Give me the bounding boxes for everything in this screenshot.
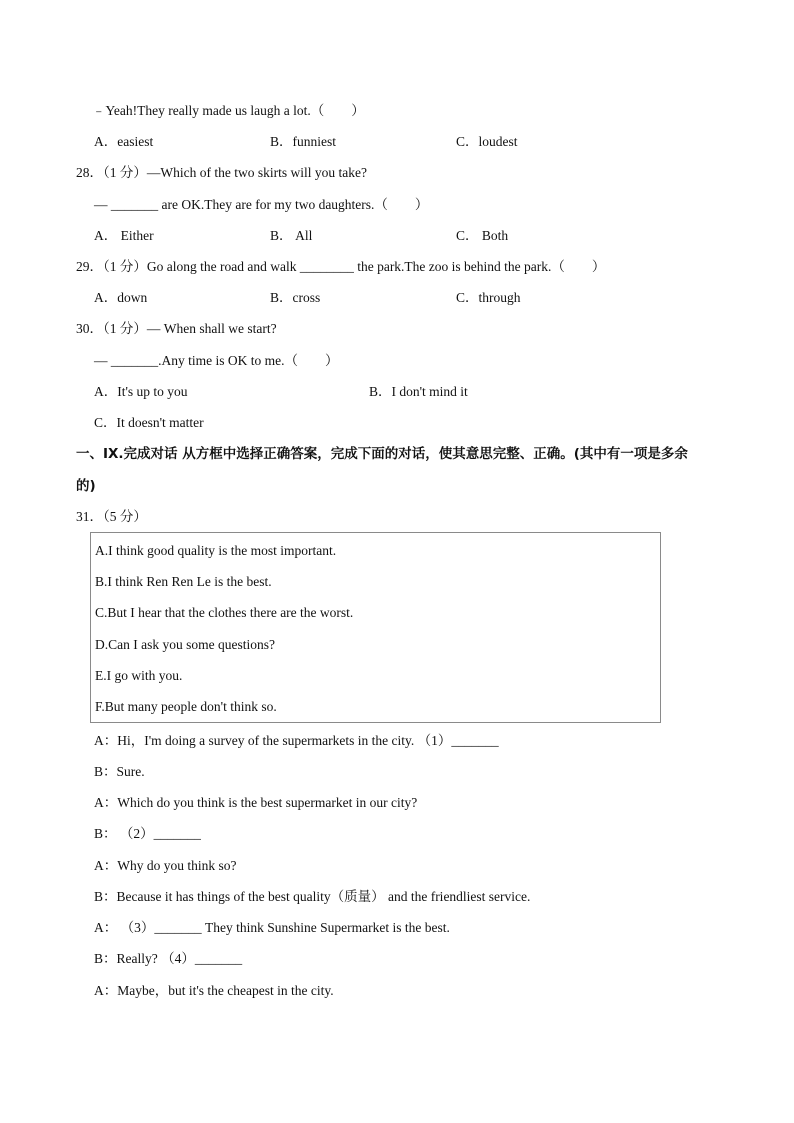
q29-option-b: B．cross bbox=[270, 290, 321, 305]
choice-b: B.I think Ren Ren Le is the best. bbox=[95, 574, 272, 589]
dialogue-line-7: A： （3）_______ They think Sunshine Supermarket is the best. bbox=[94, 920, 450, 935]
q28-option-b: B． All bbox=[270, 228, 313, 243]
choice-f: F.But many people don't think so. bbox=[95, 699, 277, 714]
q31-stem: 31．（5 分） bbox=[76, 509, 147, 524]
dialogue-line-4: B： （2）_______ bbox=[94, 826, 201, 841]
choice-c: C.But I hear that the clothes there are the worst. bbox=[95, 605, 354, 620]
q30-option-c: C．It doesn't matter bbox=[94, 415, 204, 430]
dialogue-line-9: A：Maybe，but it's the cheapest in the city. bbox=[94, 983, 334, 998]
q28-option-a: A． Either bbox=[94, 228, 154, 243]
answer-choices-box bbox=[90, 532, 661, 723]
choice-a: A.I think good quality is the most important. bbox=[95, 543, 337, 558]
dialogue-line-6: B：Because it has things of the best quality（质量） and the friendliest service. bbox=[94, 889, 531, 904]
choice-e: E.I go with you. bbox=[95, 668, 183, 683]
q27-reply: ﹣Yeah!They really made us laugh a lot.（ ） bbox=[92, 103, 365, 118]
section-heading: 一、IX.完成对话 从方框中选择正确答案，完成下面的对话，使其意思完整、正确。(其中有一项是多余 bbox=[76, 446, 688, 462]
q27-option-a: A．easiest bbox=[94, 134, 154, 149]
q29-option-c: C．through bbox=[456, 290, 521, 305]
q27-option-c: C．loudest bbox=[456, 134, 518, 149]
q30-option-b: B．I don't mind it bbox=[369, 384, 468, 399]
choice-d: D.Can I ask you some questions? bbox=[95, 637, 275, 652]
dialogue-line-5: A：Why do you think so? bbox=[94, 858, 237, 873]
dialogue-line-1: A：Hi，I'm doing a survey of the supermarkets in the city. （1）_______ bbox=[94, 733, 499, 748]
section-heading-continued: 的) bbox=[76, 478, 96, 494]
q28-reply: — _______ are OK.They are for my two daughters.（ ） bbox=[94, 197, 429, 212]
q28-option-c: C． Both bbox=[456, 228, 509, 243]
dialogue-line-8: B：Really? （4）_______ bbox=[94, 951, 243, 966]
q27-option-b: B．funniest bbox=[270, 134, 336, 149]
dialogue-line-2: B：Sure. bbox=[94, 764, 145, 779]
q29-option-a: A．down bbox=[94, 290, 148, 305]
dialogue-line-3: A：Which do you think is the best supermarket in our city? bbox=[94, 795, 418, 810]
q29-stem: 29．（1 分）Go along the road and walk ________ the park.The zoo is behind the park.（ ） bbox=[76, 259, 606, 274]
q30-stem: 30．（1 分）— When shall we start? bbox=[76, 321, 277, 336]
q30-reply: — _______.Any time is OK to me.（ ） bbox=[94, 353, 339, 368]
q28-stem: 28．（1 分）—Which of the two skirts will you take? bbox=[76, 165, 367, 180]
q30-option-a: A．It's up to you bbox=[94, 384, 188, 399]
